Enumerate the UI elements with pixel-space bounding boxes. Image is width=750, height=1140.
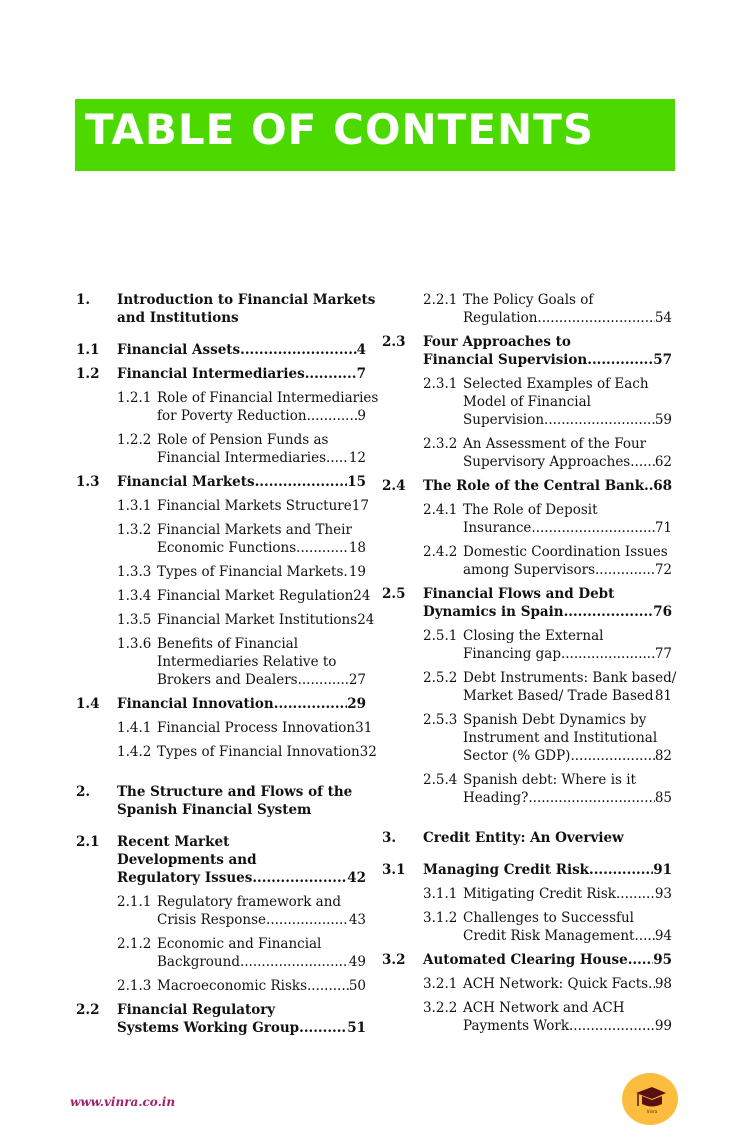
toc-page-number: 31 xyxy=(355,720,373,736)
dot-leader xyxy=(595,561,655,579)
toc-entry-title: ACH Network and ACH xyxy=(463,1000,625,1016)
toc-entry-2-1-3[interactable] xyxy=(76,977,366,995)
toc-entry-title: Closing the External xyxy=(463,628,604,644)
toc-page-number: 15 xyxy=(347,474,366,490)
toc-column-right xyxy=(382,291,677,1041)
toc-entry-title: Systems Working Group xyxy=(117,1020,300,1036)
toc-entry-1-4[interactable] xyxy=(76,695,366,713)
toc-entry-title: Credit Risk Management xyxy=(463,928,635,944)
toc-entry-title: Economic and Financial xyxy=(157,936,322,952)
toc-entry-title: Sector (% GDP) xyxy=(463,748,571,764)
dot-leader xyxy=(240,341,356,359)
toc-entry-1-3-2[interactable] xyxy=(76,521,366,557)
toc-page-number: 62 xyxy=(654,454,672,470)
toc-entry-number: 1.2 xyxy=(76,366,100,382)
toc-entry-1-3-4[interactable] xyxy=(76,587,371,605)
toc-entry-3-2-2[interactable] xyxy=(382,999,672,1035)
toc-page-number: 94 xyxy=(654,928,672,944)
toc-entry-title: The Structure and Flows of the xyxy=(117,784,353,800)
toc-entry-2-5[interactable] xyxy=(382,585,672,621)
toc-page-number: 50 xyxy=(348,978,366,994)
toc-entry-number: 3.1 xyxy=(382,862,406,878)
toc-entry-number: 1.1 xyxy=(76,342,100,358)
toc-entry-title: Regulatory framework and xyxy=(157,894,342,910)
toc-entry-number: 1.3.1 xyxy=(117,498,152,514)
toc-entry-2-5-2[interactable] xyxy=(382,669,677,705)
toc-entry-title: Types of Financial Innovation xyxy=(157,744,360,760)
toc-entry-title: and Institutions xyxy=(117,310,239,326)
toc-entry-number: 2.3 xyxy=(382,334,406,350)
dot-leader xyxy=(587,351,653,369)
toc-entry-2-5-4[interactable] xyxy=(382,771,672,807)
toc-entry-number: 3.1.2 xyxy=(423,910,458,926)
toc-entry-number: 2.5.1 xyxy=(423,628,458,644)
dot-leader xyxy=(630,453,655,471)
toc-entry-2-1[interactable] xyxy=(76,833,366,887)
toc-entry-title: ACH Network: Quick Facts xyxy=(463,976,649,992)
toc-entry-number: 1.3.3 xyxy=(117,564,152,580)
toc-entry-number: 3.1.1 xyxy=(423,886,458,902)
dot-leader xyxy=(255,473,348,491)
toc-page-number: 51 xyxy=(347,1020,366,1036)
toc-entry-title: Challenges to Successful xyxy=(463,910,635,926)
dot-leader xyxy=(528,789,654,807)
toc-entry-number: 2.5.4 xyxy=(423,772,458,788)
toc-entry-title: Crisis Response xyxy=(157,912,267,928)
toc-entry-title: Financial Assets xyxy=(117,342,241,358)
toc-page-number: 72 xyxy=(654,562,672,578)
toc-entry-title: Instrument and Institutional xyxy=(463,730,658,746)
toc-entry-title: Regulatory Issues xyxy=(117,870,253,886)
page-title: TABLE OF CONTENTS xyxy=(85,105,595,154)
toc-page-number: 71 xyxy=(654,520,672,536)
toc-page-number: 12 xyxy=(348,450,366,466)
dot-leader xyxy=(252,869,347,887)
toc-page-number: 99 xyxy=(654,1018,672,1034)
toc-entry-title: The Policy Goals of xyxy=(463,292,594,308)
toc-entry-title: Insurance xyxy=(463,520,532,536)
toc-entry-title: Selected Examples of Each xyxy=(463,376,649,392)
dot-leader xyxy=(569,1017,655,1035)
toc-entry-title: Mitigating Credit Risk xyxy=(463,886,616,902)
toc-entry-title: Regulation xyxy=(463,310,538,326)
dot-leader xyxy=(537,309,654,327)
toc-entry-title: Financial Process Innovation xyxy=(157,720,356,736)
toc-entry-title: The Role of the Central Bank xyxy=(423,478,645,494)
dot-leader xyxy=(616,885,655,903)
toc-entry-3-1-2[interactable] xyxy=(382,909,672,945)
dot-leader xyxy=(266,911,349,929)
toc-entry-title: Model of Financial xyxy=(463,394,591,410)
toc-page-number: 4 xyxy=(356,342,366,358)
toc-entry-2-4[interactable] xyxy=(382,477,672,495)
toc-page-number: 24 xyxy=(357,612,375,628)
toc-entry-title: The Role of Deposit xyxy=(463,502,598,518)
toc-entry-3-2[interactable] xyxy=(382,951,672,969)
toc-entry-number: 3. xyxy=(382,830,397,846)
graduation-cap-logo-icon xyxy=(622,1073,678,1125)
toc-entry-title: Role of Pension Funds as xyxy=(157,432,329,448)
toc-entry-2-3-1[interactable] xyxy=(382,375,672,429)
toc-page-number: 29 xyxy=(347,696,366,712)
toc-entry-number: 1.3.4 xyxy=(117,588,152,604)
toc-entry-number: 1.4.2 xyxy=(117,744,152,760)
toc-entry-2-3-2[interactable] xyxy=(382,435,672,471)
toc-page-number: 18 xyxy=(348,540,366,556)
toc-page-number: 98 xyxy=(654,976,672,992)
toc-page-number: 93 xyxy=(654,886,672,902)
toc-entry-title: Financial Innovation xyxy=(117,696,274,712)
toc-entry-2-3[interactable] xyxy=(382,333,672,369)
dot-leader xyxy=(561,645,655,663)
toc-entry-number: 1. xyxy=(76,292,91,308)
toc-entry-2[interactable] xyxy=(76,783,366,819)
dot-leader xyxy=(299,1019,347,1037)
toc-entry-title: Financial Market Regulation xyxy=(157,588,354,604)
dot-leader xyxy=(635,927,655,945)
toc-page-number: 27 xyxy=(348,672,366,688)
toc-entry-number: 2.3.2 xyxy=(423,436,458,452)
toc-page-number: 81 xyxy=(654,688,672,704)
toc-entry-1-3-5[interactable] xyxy=(76,611,375,629)
toc-entry-title: Market Based/ Trade Based xyxy=(463,688,654,704)
toc-entry-2-1-2[interactable] xyxy=(76,935,366,971)
dot-leader xyxy=(589,861,653,879)
title-banner xyxy=(75,99,675,171)
toc-entry-2-5-1[interactable] xyxy=(382,627,672,663)
toc-entry-number: 1.2.1 xyxy=(117,390,152,406)
toc-page-number: 57 xyxy=(653,352,672,368)
toc-entry-1[interactable] xyxy=(76,291,376,327)
toc-entry-2-2-1[interactable] xyxy=(382,291,672,327)
toc-entry-1-3[interactable] xyxy=(76,473,366,491)
dot-leader xyxy=(326,449,349,467)
toc-entry-title: Financial Intermediaries xyxy=(157,450,327,466)
toc-entry-title: Payments Work xyxy=(463,1018,570,1034)
toc-entry-title: Domestic Coordination Issues xyxy=(463,544,668,560)
toc-entry-1-2[interactable] xyxy=(76,365,366,383)
toc-entry-number: 2.4 xyxy=(382,478,406,494)
toc-entry-number: 1.4 xyxy=(76,696,100,712)
toc-entry-number: 1.4.1 xyxy=(117,720,152,736)
toc-entry-title: Spanish Financial System xyxy=(117,802,312,818)
toc-entry-title: Four Approaches to xyxy=(423,334,571,350)
toc-entry-number: 2.4.1 xyxy=(423,502,458,518)
toc-entry-number: 1.3.5 xyxy=(117,612,152,628)
toc-entry-number: 3.2 xyxy=(382,952,406,968)
toc-entry-1-3-3[interactable] xyxy=(76,563,366,581)
toc-entry-number: 2.1.2 xyxy=(117,936,152,952)
toc-page-number: 91 xyxy=(653,862,672,878)
toc-entry-number: 3.2.1 xyxy=(423,976,458,992)
toc-entry-title: Financial Supervision xyxy=(423,352,588,368)
toc-entry-title: Supervisory Approaches xyxy=(463,454,631,470)
toc-page-number: 76 xyxy=(653,604,672,620)
toc-entry-3-2-1[interactable] xyxy=(382,975,672,993)
toc-entry-title: Recent Market xyxy=(117,834,230,850)
toc-column-left xyxy=(76,291,379,1043)
toc-entry-number: 2.3.1 xyxy=(423,376,458,392)
toc-entry-title: among Supervisors xyxy=(463,562,596,578)
toc-entry-1-4-2[interactable] xyxy=(76,743,377,761)
toc-entry-number: 2.1 xyxy=(76,834,100,850)
toc-entry-title: Spanish debt: Where is it xyxy=(463,772,636,788)
toc-entry-title: Spanish Debt Dynamics by xyxy=(463,712,647,728)
toc-entry-title: for Poverty Reduction xyxy=(157,408,307,424)
toc-entry-2-4-1[interactable] xyxy=(382,501,672,537)
toc-entry-title: Role of Financial Intermediaries xyxy=(157,390,379,406)
dot-leader xyxy=(307,407,358,425)
toc-entry-title: Introduction to Financial Markets xyxy=(117,292,376,308)
toc-entry-title: Dynamics in Spain xyxy=(423,604,564,620)
toc-entry-number: 2. xyxy=(76,784,91,800)
toc-entry-title: An Assessment of the Four xyxy=(463,436,647,452)
toc-page-number: 49 xyxy=(348,954,366,970)
svg-text:Vinra: Vinra xyxy=(646,1109,658,1114)
toc-entry-3-1[interactable] xyxy=(382,861,672,879)
toc-entry-number: 1.3.2 xyxy=(117,522,152,538)
dot-leader xyxy=(570,747,654,765)
dot-leader xyxy=(274,695,347,713)
toc-entry-number: 1.3.6 xyxy=(117,636,152,652)
toc-entry-number: 1.3 xyxy=(76,474,100,490)
toc-entry-title: Financial Market Institutions xyxy=(157,612,358,628)
toc-entry-2-5-3[interactable] xyxy=(382,711,672,765)
dot-leader xyxy=(296,539,349,557)
toc-entry-title: Economic Functions xyxy=(157,540,297,556)
toc-entry-title: Background xyxy=(157,954,240,970)
toc-entry-number: 2.2.1 xyxy=(423,292,458,308)
toc-page-number: 42 xyxy=(347,870,366,886)
dot-leader xyxy=(307,977,349,995)
toc-entry-title: Supervision xyxy=(463,412,545,428)
toc-entry-title: Financial Flows and Debt xyxy=(423,586,615,602)
toc-entry-title: Financial Regulatory xyxy=(117,1002,276,1018)
dot-leader xyxy=(298,671,349,689)
toc-page-number: 43 xyxy=(348,912,366,928)
toc-page-number: 24 xyxy=(353,588,371,604)
toc-entry-3-1-1[interactable] xyxy=(382,885,672,903)
dot-leader xyxy=(240,953,349,971)
toc-entry-1-3-6[interactable] xyxy=(76,635,366,689)
toc-page-number: 54 xyxy=(654,310,672,326)
toc-page-number: 77 xyxy=(654,646,672,662)
toc-entry-number: 2.5.2 xyxy=(423,670,458,686)
toc-entry-title: Debt Instruments: Bank based/ xyxy=(463,670,677,686)
toc-entry-title: Macroeconomic Risks xyxy=(157,978,308,994)
dot-leader xyxy=(305,365,357,383)
toc-page-number: 59 xyxy=(654,412,672,428)
toc-entry-title: Types of Financial Markets xyxy=(157,564,344,580)
toc-entry-3[interactable] xyxy=(382,829,672,847)
dot-leader xyxy=(564,603,654,621)
toc-entry-title: Financial Markets xyxy=(117,474,255,490)
dot-leader xyxy=(644,477,653,495)
toc-page-number: 95 xyxy=(653,952,672,968)
toc-entry-number: 2.5 xyxy=(382,586,406,602)
toc-entry-title: Automated Clearing House xyxy=(423,952,628,968)
toc-page-number: 17 xyxy=(351,498,369,514)
toc-entry-title: Managing Credit Risk xyxy=(423,862,590,878)
toc-entry-2-4-2[interactable] xyxy=(382,543,672,579)
toc-entry-title: Financial Markets and Their xyxy=(157,522,352,538)
toc-entry-1-2-1[interactable] xyxy=(76,389,379,425)
toc-entry-1-1[interactable] xyxy=(76,341,366,359)
toc-page-number: 68 xyxy=(653,478,672,494)
toc-entry-title: Developments and xyxy=(117,852,257,868)
toc-entry-number: 2.1.1 xyxy=(117,894,152,910)
toc-entry-number: 1.2.2 xyxy=(117,432,152,448)
toc-entry-1-4-1[interactable] xyxy=(76,719,373,737)
dot-leader xyxy=(648,975,655,993)
toc-page-number: 32 xyxy=(359,744,377,760)
toc-entry-number: 2.1.3 xyxy=(117,978,152,994)
dot-leader xyxy=(628,951,654,969)
toc-entry-number: 2.5.3 xyxy=(423,712,458,728)
dot-leader xyxy=(531,519,654,537)
toc-entry-title: Financial Markets Structure xyxy=(157,498,352,514)
toc-page-number: 85 xyxy=(654,790,672,806)
footer-url[interactable]: www.vinra.co.in xyxy=(70,1095,176,1109)
toc-entry-1-2-2[interactable] xyxy=(76,431,366,467)
toc-entry-number: 3.2.2 xyxy=(423,1000,458,1016)
toc-page-number: 82 xyxy=(654,748,672,764)
toc-entry-2-2[interactable] xyxy=(76,1001,366,1037)
toc-entry-title: Heading? xyxy=(463,790,529,806)
toc-entry-title: Credit Entity: An Overview xyxy=(423,830,624,846)
toc-entry-title: Financing gap xyxy=(463,646,561,662)
toc-entry-title: Benefits of Financial xyxy=(157,636,299,652)
dot-leader xyxy=(544,411,655,429)
toc-entry-title: Financial Intermediaries xyxy=(117,366,305,382)
toc-entry-number: 2.4.2 xyxy=(423,544,458,560)
toc-entry-2-1-1[interactable] xyxy=(76,893,366,929)
toc-page-number: 7 xyxy=(356,366,366,382)
toc-entry-title: Intermediaries Relative to xyxy=(157,654,337,670)
toc-entry-1-3-1[interactable] xyxy=(76,497,369,515)
toc-page-number: 19 xyxy=(348,564,366,580)
toc-page-number: 9 xyxy=(357,408,366,424)
toc-entry-number: 2.2 xyxy=(76,1002,100,1018)
toc-entry-title: Brokers and Dealers xyxy=(157,672,298,688)
